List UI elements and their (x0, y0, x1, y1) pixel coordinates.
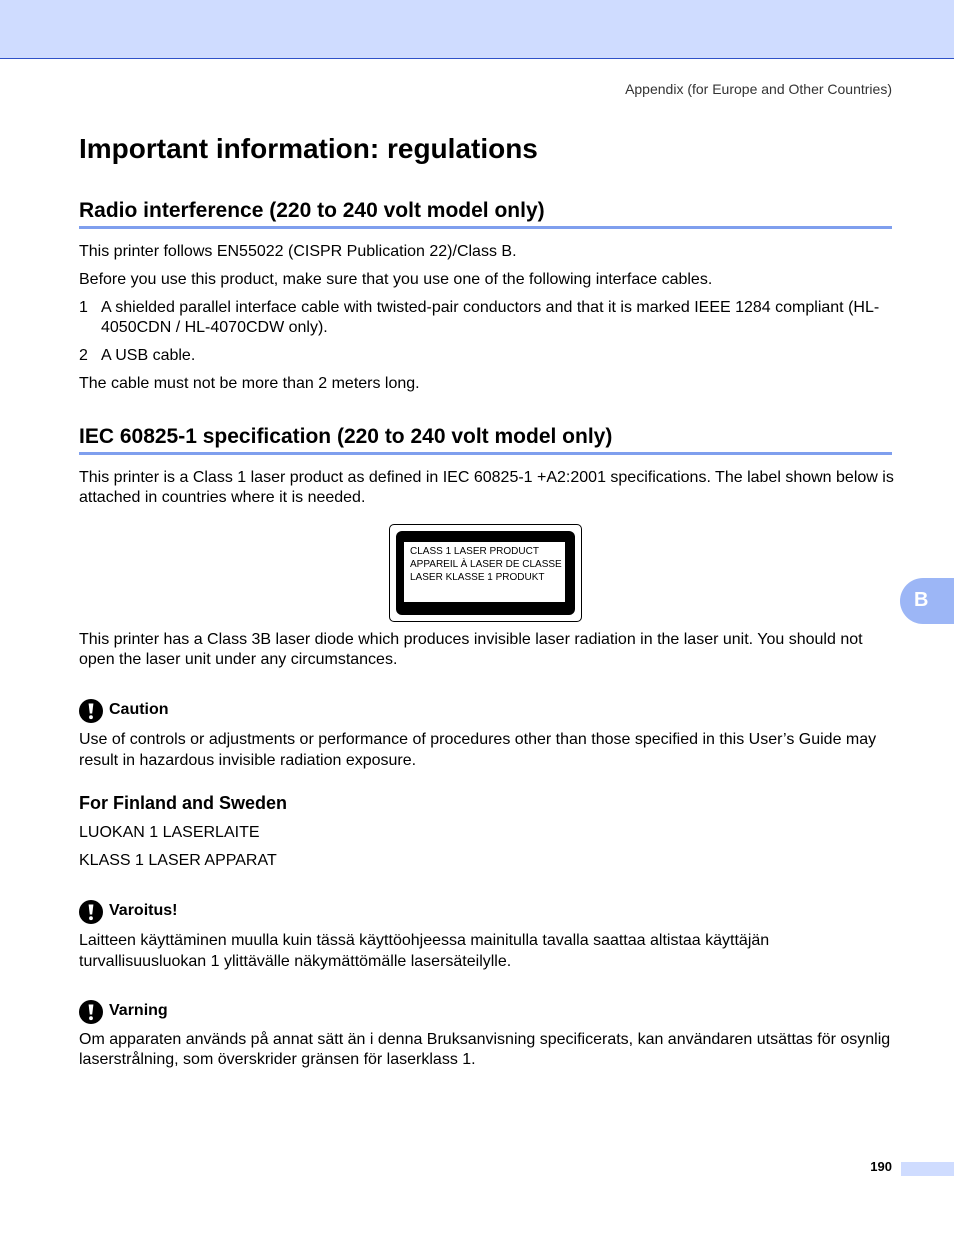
varoitus-label: Varoitus! (109, 902, 178, 919)
iec-para-1: This printer is a Class 1 laser product as defined in IEC 60825-1 +A2:2001 specifications. The label shown below is attached in countries where it is needed. (79, 469, 894, 506)
radio-para-3: The cable must not be more than 2 meters long. (79, 375, 420, 392)
laser-product-label (389, 524, 582, 622)
list-item-text: A shielded parallel interface cable with twisted-pair conductors and that it is marked IEEE 1284 compliant (HL-4050CDN / HL-4070CDW only). (101, 299, 880, 336)
radio-para-2: Before you use this product, make sure that you use one of the following interface cables. (79, 271, 713, 288)
list-item-number: 2 (79, 347, 88, 364)
finland-sweden-heading: For Finland and Sweden (79, 793, 288, 813)
page-number: 190 (870, 1159, 892, 1174)
exclamation-circle-icon (79, 699, 103, 723)
list-item-number: 1 (79, 299, 88, 316)
laser-label-panel (404, 542, 571, 602)
varning-label: Varning (109, 1002, 168, 1019)
sweden-line: KLASS 1 LASER APPARAT (79, 852, 277, 869)
list-item-text: A USB cable. (101, 347, 196, 364)
page-number-bar (901, 1162, 954, 1176)
page-title: Important information: regulations (79, 133, 538, 164)
varoitus-text: Laitteen käyttäminen muulla kuin tässä käyttöohjeessa mainitulla tavalla saattaa altistaa käyttäjän turvallisuusluokan 1 ylittävälle näkymättömälle lasersäteilylle. (79, 932, 770, 970)
caution-text: Use of controls or adjustments or performance of procedures other than those specified in this User’s Guide may result in hazardous invisible radiation exposure. (79, 731, 877, 769)
radio-para-1: This printer follows EN55022 (CISPR Publication 22)/Class B. (79, 243, 517, 260)
caution-heading (79, 699, 479, 723)
exclamation-circle-icon (79, 900, 103, 924)
finland-line: LUOKAN 1 LASERLAITE (79, 824, 260, 841)
exclamation-circle-icon (79, 1000, 103, 1024)
iec-section-heading: IEC 60825-1 specification (220 to 240 volt model only) (79, 425, 892, 455)
varning-text: Om apparaten används på annat sätt än i denna Bruksanvisning specificerats, kan användaren utsättas för osynlig laserstrålning, som överskrider gränsen för laserklass 1. (79, 1031, 891, 1068)
header-band (0, 0, 954, 59)
iec-para-2: This printer has a Class 3B laser diode which produces invisible laser radiation in the laser unit. You should not open the laser unit under any circumstances. (79, 631, 863, 668)
laser-label-frame (396, 531, 575, 615)
side-tab-letter: B (914, 589, 929, 611)
caution-label: Caution (109, 701, 169, 718)
varning-heading (79, 1000, 479, 1024)
running-head: Appendix (for Europe and Other Countries) (625, 81, 892, 97)
appendix-side-tab[interactable] (900, 578, 954, 624)
varoitus-heading (79, 900, 479, 924)
laser-label-line: CLASS 1 LASER PRODUCT (410, 546, 539, 557)
radio-section-heading: Radio interference (220 to 240 volt model only) (79, 199, 892, 229)
laser-label-line: APPAREIL À LASER DE CLASSE 1 (410, 559, 571, 570)
laser-label-line: LASER KLASSE 1 PRODUKT (410, 572, 545, 583)
